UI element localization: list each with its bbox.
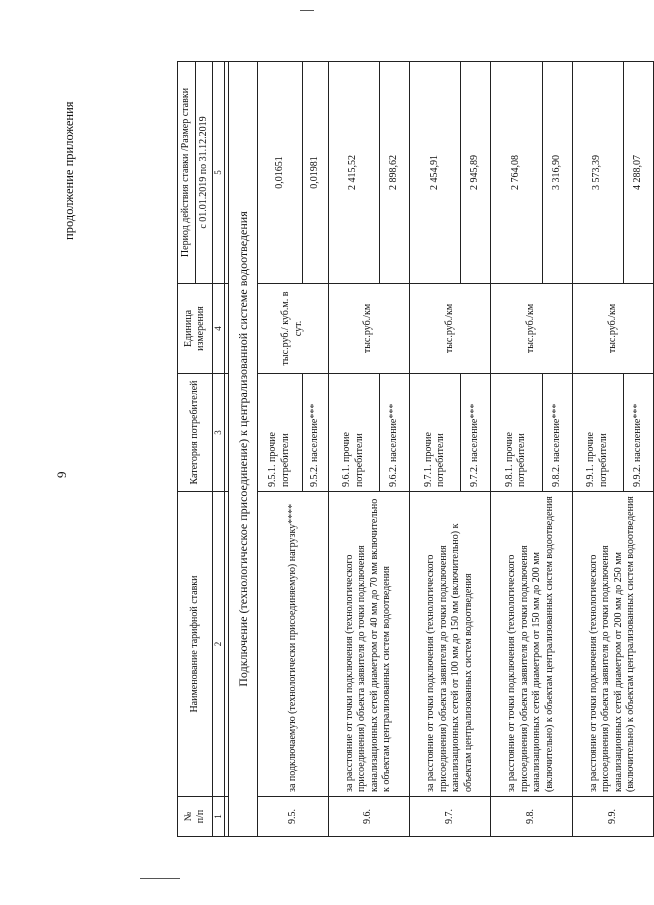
row-number: 9.8. — [491, 797, 572, 837]
table-row — [409, 62, 460, 837]
row-unit: тыс.руб./км — [572, 284, 653, 374]
tariff-table — [177, 61, 654, 837]
table-row — [328, 62, 379, 837]
header-num: № п/п — [178, 797, 213, 837]
row-category: 9.7.2. население*** — [461, 374, 491, 492]
row-unit: тыс.руб./км — [328, 284, 409, 374]
header-period — [178, 62, 213, 284]
header-category: Категория потребителей — [178, 374, 213, 492]
header-row — [178, 62, 213, 837]
row-category: 9.6.2. население*** — [379, 374, 409, 492]
section-row — [229, 62, 258, 837]
header-period-title: Период действия ставки /Размер ставки — [178, 62, 196, 283]
row-number: 9.9. — [572, 797, 653, 837]
continuation-label: продолжение приложения — [62, 101, 76, 240]
row-category: 9.7.1. прочие потребители — [409, 374, 460, 492]
row-value: 0,01981 — [302, 62, 328, 284]
scan-mark-top — [300, 10, 314, 11]
row-category: 9.9.1. прочие потребители — [572, 374, 623, 492]
rotated-table-wrapper — [177, 62, 654, 837]
row-value: 2 764,08 — [491, 62, 542, 284]
table-row — [491, 62, 542, 837]
row-category: 9.8.2. население*** — [542, 374, 572, 492]
row-category: 9.9.2. население*** — [623, 374, 653, 492]
column-number: 3 — [213, 374, 225, 492]
header-period-dates: с 01.01.2019 по 31.12.2019 — [197, 116, 209, 229]
row-name: за расстояние от точки подключения (технологического присоединения) объекта заявителя до точки подключения канализационных сетей от 100 мм до 150 мм (включительно) к объектам централизованных систем водоотведения — [409, 492, 490, 797]
row-value: 2 945,89 — [461, 62, 491, 284]
table-row — [572, 62, 623, 837]
row-unit: тыс.руб./ куб.м. в сут. — [258, 284, 328, 374]
row-unit: тыс.руб./км — [491, 284, 572, 374]
row-number: 9.7. — [409, 797, 490, 837]
row-value: 2 898,62 — [379, 62, 409, 284]
column-number-row — [213, 62, 225, 837]
column-number: 1 — [213, 797, 225, 837]
row-name: за подключаемую (технологически присоединяемую) нагрузку**** — [258, 492, 328, 797]
row-category: 9.5.2. население*** — [302, 374, 328, 492]
header-unit: Единица измерения — [178, 284, 213, 374]
row-number: 9.6. — [328, 797, 409, 837]
column-number: 2 — [213, 492, 225, 797]
row-value: 2 454,91 — [409, 62, 460, 284]
row-name: за расстояние от точки подключения (технологического присоединения) объекта заявителя до точки подключения канализационных сетей диаметром от 40 мм до 70 мм включительно к объектам централизованных систем водоотведения — [328, 492, 409, 797]
section-title: Подключение (технологическое присоединение) к централизованной системе водоотведения — [229, 62, 258, 837]
row-value: 0,01651 — [258, 62, 302, 284]
row-value: 2 415,52 — [328, 62, 379, 284]
page-number: 9 — [54, 471, 69, 478]
scan-mark-bottom — [140, 878, 180, 879]
row-name: за расстояние от точки подключения (технологического присоединения) объекта заявителя до точки подключения канализационных сетей диаметром от 150 мм до 200 мм (включительно) к объектам централизованных систем водоотведения — [491, 492, 572, 797]
row-value: 3 316,90 — [542, 62, 572, 284]
row-category: 9.8.1. прочие потребители — [491, 374, 542, 492]
table-row — [258, 62, 302, 837]
column-number: 5 — [213, 62, 225, 284]
column-number: 4 — [213, 284, 225, 374]
row-number: 9.5. — [258, 797, 328, 837]
row-category: 9.6.1. прочие потребители — [328, 374, 379, 492]
header-name: Наименование тарифной ставки — [178, 492, 213, 797]
row-category: 9.5.1. прочие потребители — [258, 374, 302, 492]
row-value: 4 288,07 — [623, 62, 653, 284]
row-unit: тыс.руб./км — [409, 284, 490, 374]
row-name: за расстояние от точки подключения (технологического присоединения) объекта заявителя до точки подключения канализационных сетей диаметром от 200 мм до 250 мм (включительно) к объектам централизованных систем водоотведения — [572, 492, 653, 797]
row-value: 3 573,39 — [572, 62, 623, 284]
